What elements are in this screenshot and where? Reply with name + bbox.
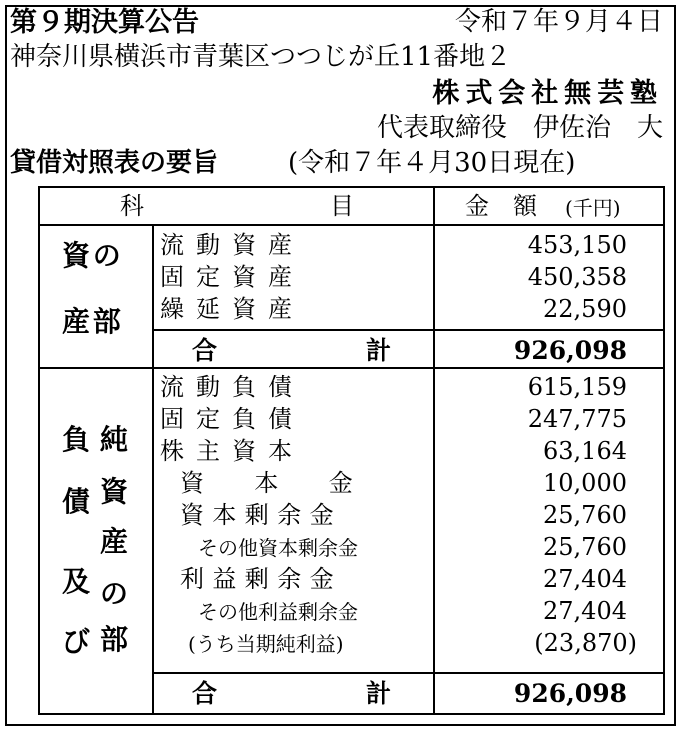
column-unit: (千円) (565, 196, 621, 220)
liab-section-char: 資 (100, 475, 129, 508)
liab-label: 資本金 (180, 469, 404, 497)
liab-section-char: び (62, 625, 91, 658)
asset-value: 22,590 (543, 295, 627, 323)
balance-sheet-table (38, 186, 665, 715)
liab-value: 247,775 (527, 405, 627, 433)
statement-period: (令和７年４月30日現在) (288, 148, 576, 178)
assets-total-divider (152, 329, 663, 331)
assets-total-label-a: 合 (192, 336, 218, 365)
company-address: 神奈川県横浜市青葉区つつじが丘11番地２ (10, 42, 512, 72)
representative: 代表取締役 伊佐治 大 (376, 113, 663, 143)
column-subject-a: 科 (120, 192, 144, 220)
liab-section-char: 負 (62, 423, 91, 456)
liab-value: 27,404 (543, 565, 627, 593)
liab-section-char: 及 (62, 565, 91, 598)
liab-section-char: の (100, 577, 129, 610)
liab-label: 利益剰余金 (180, 565, 342, 593)
assets-section-label-1: 資の (62, 239, 124, 272)
statement-title: 貸借対照表の要旨 (10, 148, 219, 178)
asset-label: 固定資産 (160, 263, 304, 291)
notice-date: 令和７年９月４日 (454, 7, 663, 37)
asset-value: 450,358 (527, 263, 627, 291)
liab-total-value: 926,098 (513, 679, 627, 708)
liab-label: その他利益剰余金 (198, 600, 358, 624)
liab-value: (23,870) (534, 629, 637, 657)
liab-label: (うち当期純利益) (188, 632, 344, 656)
liab-value: 63,164 (543, 437, 627, 465)
liab-section-char: 債 (62, 485, 91, 518)
column-amount: 金 額 (465, 192, 537, 220)
liab-label: 資本剰余金 (180, 501, 342, 529)
liab-total-label-b: 計 (366, 679, 392, 708)
liab-value: 615,159 (527, 373, 627, 401)
liab-label: 固定負債 (160, 405, 304, 433)
asset-label: 流動資産 (160, 231, 304, 259)
liab-section-char: 部 (100, 623, 129, 656)
liab-label: 流動負債 (160, 373, 304, 401)
liab-value: 27,404 (543, 597, 627, 625)
liab-label: 株主資本 (160, 437, 304, 465)
notice-title: 第９期決算公告 (10, 7, 199, 38)
company-name: 株式会社無芸塾 (432, 78, 663, 109)
liab-total-label-a: 合 (192, 679, 218, 708)
liab-label: その他資本剰余金 (198, 536, 358, 560)
amount-column-divider (433, 188, 435, 713)
column-subject-b: 目 (330, 192, 354, 220)
liab-section-char: 産 (100, 525, 129, 558)
liab-value: 10,000 (543, 469, 627, 497)
liab-value: 25,760 (543, 533, 627, 561)
liab-section-char: 純 (100, 423, 129, 456)
section-divider (40, 367, 663, 369)
assets-total-label-b: 計 (366, 336, 392, 365)
assets-section-label-2: 産部 (62, 305, 124, 338)
liab-value: 25,760 (543, 501, 627, 529)
assets-total-value: 926,098 (513, 336, 627, 365)
category-column-divider (152, 224, 154, 713)
liab-total-divider (152, 672, 663, 674)
header-divider (40, 224, 663, 226)
asset-value: 453,150 (527, 231, 627, 259)
asset-label: 繰延資産 (160, 295, 304, 323)
